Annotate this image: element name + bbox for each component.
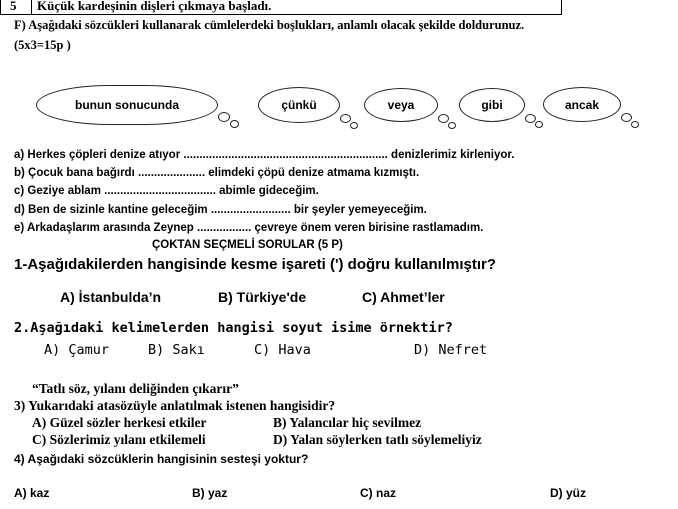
q4-option-a: A) kaz xyxy=(14,486,50,500)
sentence-b: b) Çocuk bana bağırdı ..................... elimdeki çöpü denize atmama kızmıştı. xyxy=(14,167,420,179)
q4-option-d: D) yüz xyxy=(550,486,586,500)
q1-option-c: C) Ahmet’ler xyxy=(362,289,445,305)
sentence-d: d) Ben de sizinle kantine geleceğim ......................... bir şeyler yemeyeceğim. xyxy=(14,204,427,216)
question-4: 4) Aşağıdaki sözcüklerin hangisinin sesteşi yoktur? xyxy=(14,452,309,466)
word-cloud-veya xyxy=(364,88,438,122)
q2-option-b: B) Sakı xyxy=(148,342,205,358)
q2-option-a: A) Çamur xyxy=(44,342,110,358)
q3-option-c: C) Sözlerimiz yılanı etkilemeli xyxy=(32,432,206,447)
word-cloud-cunku xyxy=(258,87,340,123)
previous-question-row xyxy=(0,0,562,15)
sentence-e: e) Arkadaşlarım arasında Zeynep ................. çevreye önem veren birisine rastlamadım. xyxy=(14,222,484,234)
word-label: ancak xyxy=(564,97,600,112)
word-cloud-gibi xyxy=(459,88,525,122)
q4-option-b: B) yaz xyxy=(192,486,228,500)
sentence-a: a) Herkes çöpleri denize atıyor ................................................................ denizlerimiz kirleniyor. xyxy=(14,149,515,161)
q3-option-a: A) Güzel sözler herkesi etkiler xyxy=(32,415,207,430)
word-label: gibi xyxy=(481,98,503,112)
section-f-title: F) Aşağıdaki sözcükleri kullanarak cümlelerdeki boşlukları, anlamlı olacak şekilde doldurunuz. xyxy=(14,18,525,32)
q2-option-d: D) Nefret xyxy=(414,342,488,358)
multiple-choice-title: ÇOKTAN SEÇMELİ SORULAR (5 P) xyxy=(152,239,343,251)
section-f-points: (5x3=15p ) xyxy=(14,38,71,52)
word-label: veya xyxy=(387,98,415,112)
question-2: 2.Aşağıdaki kelimelerden hangisi soyut isime örnektir? xyxy=(14,320,453,336)
q3-option-d: D) Yalan söylerken tatlı söylemeliyiz xyxy=(273,432,482,447)
q4-option-c: C) naz xyxy=(360,486,396,500)
question-1: 1-Aşağıdakilerden hangisinde kesme işareti (') doğru kullanılmıştır? xyxy=(14,256,497,273)
q1-option-b: B) Türkiye'de xyxy=(218,289,307,305)
question-3: 3) Yukarıdaki atasözüyle anlatılmak istenen hangisidir? xyxy=(14,398,336,413)
word-cloud-ancak xyxy=(543,87,621,122)
row-text: Küçük kardeşinin dişleri çıkmaya başladı. xyxy=(37,0,272,13)
q3-option-b: B) Yalancılar hiç sevilmez xyxy=(273,415,422,430)
word-label: çünkü xyxy=(281,98,317,112)
sentence-c: c) Geziye ablam ................................... abimle gideceğim. xyxy=(14,185,319,197)
q2-option-c: C) Hava xyxy=(254,342,311,358)
row-number: 5 xyxy=(10,0,17,13)
word-cloud-bunun-sonucunda xyxy=(36,85,218,125)
q1-option-a: A) İstanbulda’n xyxy=(60,289,162,305)
proverb-quote: “Tatlı söz, yılanı deliğinden çıkarır” xyxy=(32,381,239,396)
word-label: bunun sonucunda xyxy=(75,98,179,112)
